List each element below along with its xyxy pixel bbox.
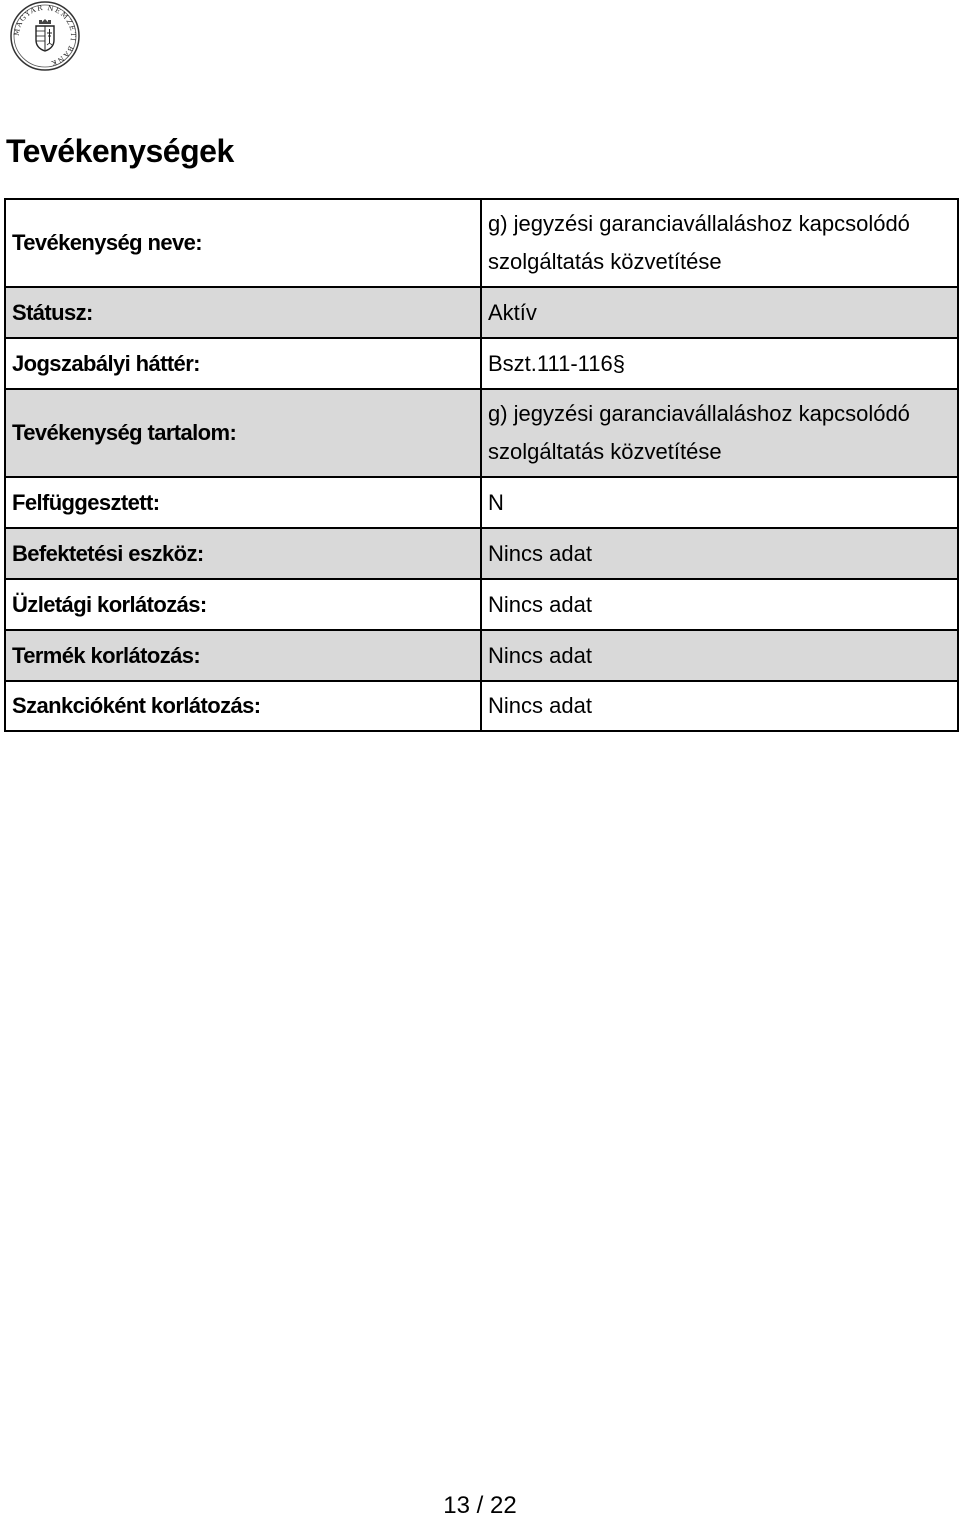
row-label: Jogszabályi háttér: <box>5 338 481 389</box>
row-label: Termék korlátozás: <box>5 630 481 681</box>
page-title: Tevékenységek <box>6 133 234 169</box>
row-value: Nincs adat <box>481 630 958 681</box>
row-value: Nincs adat <box>481 579 958 630</box>
row-label: Felfüggesztett: <box>5 477 481 528</box>
table-row-business-restriction <box>5 579 958 630</box>
table-row-product-restriction <box>5 630 958 681</box>
svg-text:MAGYAR NEMZETI BANK: MAGYAR NEMZETI BANK <box>12 3 78 68</box>
row-label: Szankcióként korlátozás: <box>5 681 481 731</box>
row-value: Nincs adat <box>481 528 958 579</box>
row-value: N <box>481 477 958 528</box>
row-value: g) jegyzési garanciavállaláshoz kapcsolódó szolgáltatás közvetítése <box>481 199 958 287</box>
row-label: Tevékenység neve: <box>5 199 481 287</box>
activity-details-table <box>4 198 959 732</box>
table-row-sanction-restriction <box>5 681 958 731</box>
row-label: Tevékenység tartalom: <box>5 389 481 477</box>
table-row-investment-instrument <box>5 528 958 579</box>
table-row-suspended <box>5 477 958 528</box>
row-label: Befektetési eszköz: <box>5 528 481 579</box>
row-value: Bszt.111-116§ <box>481 338 958 389</box>
table-row-status <box>5 287 958 338</box>
row-label: Státusz: <box>5 287 481 338</box>
row-value: g) jegyzési garanciavállaláshoz kapcsolódó szolgáltatás közvetítése <box>481 389 958 477</box>
table-row-activity-name <box>5 199 958 287</box>
row-value: Aktív <box>481 287 958 338</box>
table-row-activity-content <box>5 389 958 477</box>
row-label: Üzletági korlátozás: <box>5 579 481 630</box>
row-value: Nincs adat <box>481 681 958 731</box>
mnb-seal-logo <box>8 1 82 71</box>
table-row-legal-background <box>5 338 958 389</box>
page-number: 13 / 22 <box>443 1492 517 1519</box>
